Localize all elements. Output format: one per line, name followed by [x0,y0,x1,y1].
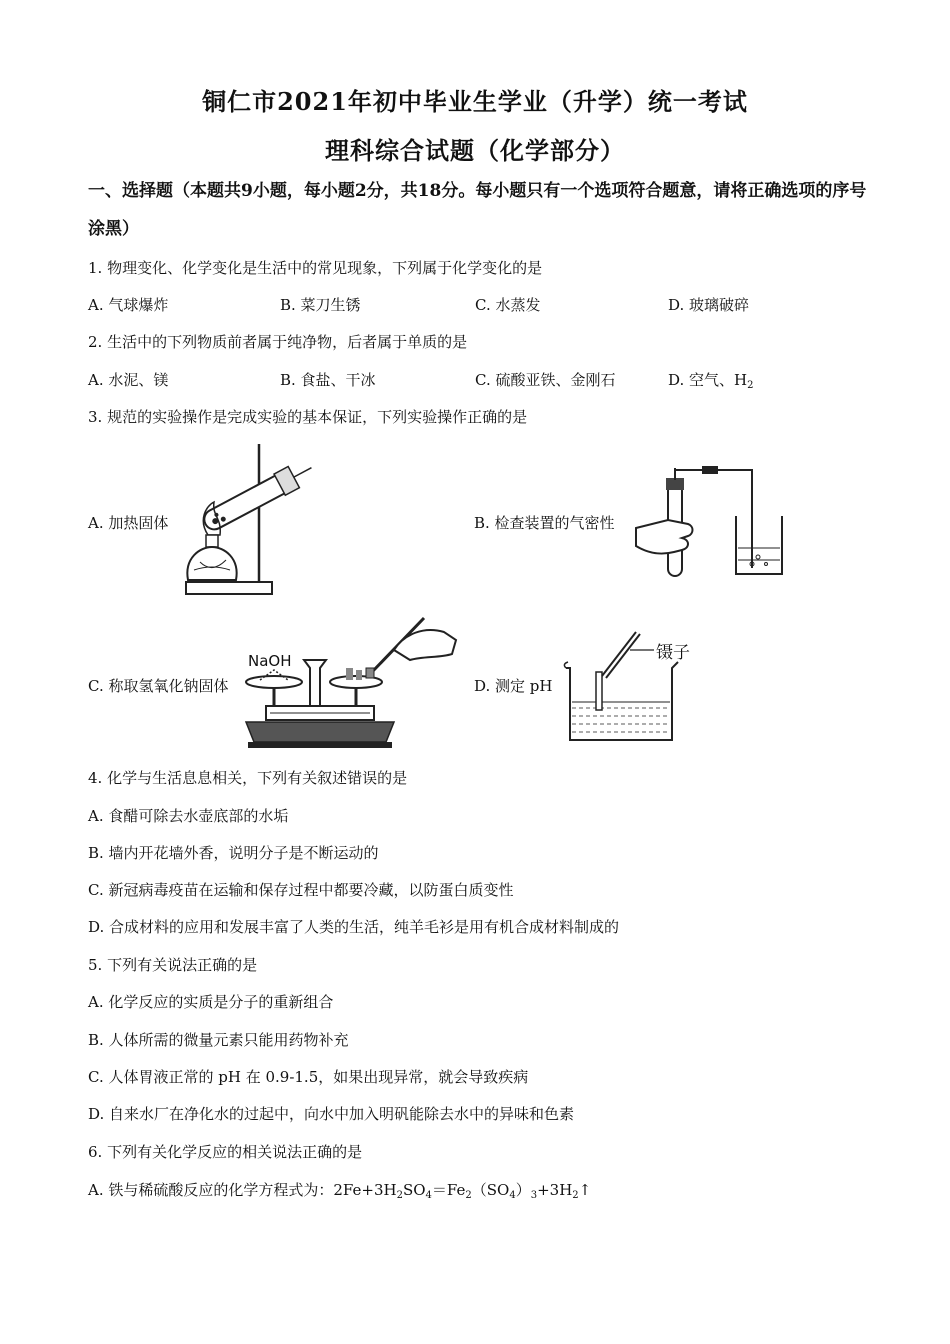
q6-option-a: A. 铁与稀硫酸反应的化学方程式为：$2Fe+3H_2SO_4=Fe_2(SO_4)_3+3H_2↑$ [88,1181,592,1201]
q1-option-a: A. 气球爆炸 [88,296,169,314]
q4-option-c: C. 新冠病毒疫苗在运输和保存过程中都要冷藏，以防蛋白质变性 [88,881,514,899]
q3-option-c: C. 称取氢氧化钠固体 [88,677,229,695]
q1-option-b: B. 菜刀生锈 [280,296,361,314]
q2-option-c: C. 硫酸亚铁、金刚石 [475,371,616,389]
q2-option-a: A. 水泥、镁 [88,371,169,389]
naoh-label: NaOH [248,652,292,670]
q3-option-b: B. 检查装置的气密性 [474,514,615,532]
section-heading: 一、选择题（本题共9小题，每小题2分，共18分。每小题只有一个选项符合题意，请将正确选项的序号涂黑） [88,181,867,239]
question-4-stem: 4. 化学与生活息息相关，下列有关叙述错误的是 [88,769,408,787]
q3-option-a: A. 加热固体 [88,514,169,532]
q4-option-b: B. 墙内开花墙外香，说明分子是不断运动的 [88,844,379,862]
q5-option-d: D. 自来水厂在净化水的过起中，向水中加入明矾能除去水中的异味和色素 [88,1105,575,1123]
q5-option-c: C. 人体胃液正常的 pH 在 0.9-1.5，如果出现异常，就会导致疾病 [88,1068,529,1086]
q1-option-d: D. 玻璃破碎 [668,296,750,314]
q5-option-b: B. 人体所需的微量元素只能用药物补充 [88,1031,349,1049]
question-1-stem: 1. 物理变化、化学变化是生活中的常见现象，下列属于化学变化的是 [88,259,543,277]
weighing-naoh-figure [244,610,460,752]
question-3-stem: 3. 规范的实验操作是完成实验的基本保证，下列实验操作正确的是 [88,408,528,426]
tweezers-label: 镊子 [656,643,690,663]
exam-subtitle: 理科综合试题（化学部分） [325,136,625,165]
question-5-stem: 5. 下列有关说法正确的是 [88,956,258,974]
airtightness-check-figure [632,464,792,579]
ph-test-figure [560,628,700,744]
q5-option-a: A. 化学反应的实质是分子的重新组合 [88,993,334,1011]
exam-title: 铜仁市2021年初中毕业生学业（升学）统一考试 [202,87,748,116]
heating-solid-figure [180,440,325,600]
q2-option-b: B. 食盐、干冰 [280,371,376,389]
question-6-stem: 6. 下列有关化学反应的相关说法正确的是 [88,1143,363,1161]
q4-option-a: A. 食醋可除去水壶底部的水垢 [88,807,289,825]
q2-option-d: D. 空气、$H_2$ [668,371,754,391]
q1-option-c: C. 水蒸发 [475,296,541,314]
q3-option-d: D. 测定 pH [474,677,553,695]
question-2-stem: 2. 生活中的下列物质前者属于纯净物，后者属于单质的是 [88,333,468,351]
q4-option-d: D. 合成材料的应用和发展丰富了人类的生活，纯羊毛衫是用有机合成材料制成的 [88,918,620,936]
